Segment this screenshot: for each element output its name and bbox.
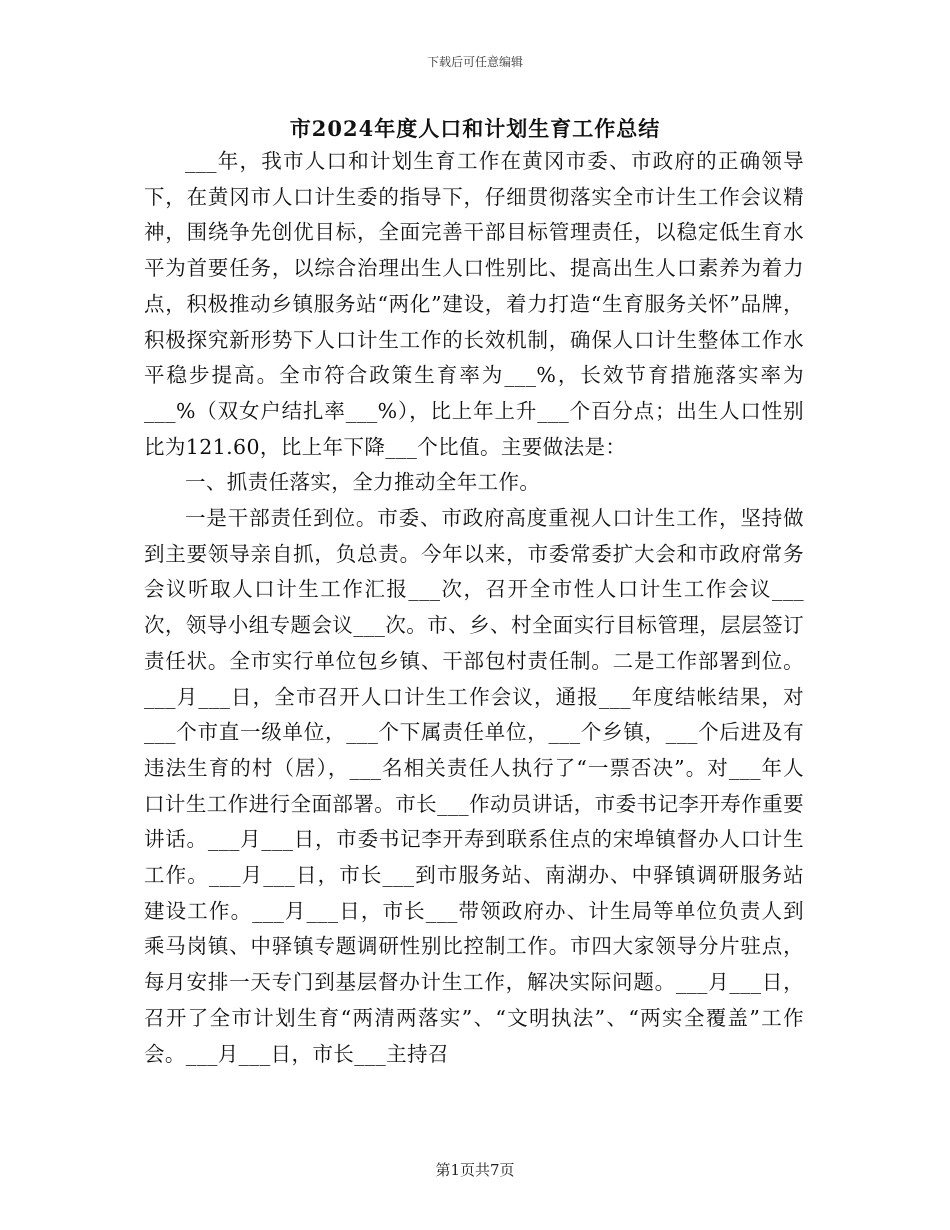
document-title: 市2024年度人口和计划生育工作总结 bbox=[289, 116, 661, 141]
header-note: 下载后可任意编辑 bbox=[426, 55, 523, 69]
document-body bbox=[144, 144, 804, 1072]
paragraph-section-heading: 一、抓责任落实，全力推动全年工作。 bbox=[185, 470, 541, 495]
paragraph-section-body: 一是干部责任到位。市委、市政府高度重视人口计生工作，坚持做到主要领导亲自抓，负总责。今年以来，市委常委扩大会和市政府常务会议听取人口计生工作汇报___次，召开全市性人口计生工作会议___次，领导小组专题会议___次。市、乡、村全面实行目标管理，层层签订责任状。全市实行单位包乡镇、干部包村责任制。二是工作部署到位。___月___日，全市召开人口计生工作会议，通报___年度结帐结果，对___个市直一级单位，___个下属责任单位，___个乡镇，___个后进及有违法生育的村（居），___名相关责任人执行了“一票否决”。对___年人口计生工作进行全面部署。市长___作动员讲话，市委书记李开寿作重要讲话。___月___日，市委书记李开寿到联系住点的宋埠镇督办人口计生工作。___月___日，市长___到市服务站、南湖办、中驿镇调研服务站建设工作。___月___日，市长___带领政府办、计生局等单位负责人到乘马岗镇、中驿镇专题调研性别比控制工作。市四大家领导分片驻点，每月安排一天专门到基层督办计生工作，解决实际问题。___月___日，召开了全市计划生育“两清两落实”、“文明执法”、“两实全覆盖”工作会。___月___日，市长___主持召 bbox=[144, 506, 804, 1066]
page-number-footer: 第1页共7页 bbox=[435, 1161, 515, 1179]
paragraph-intro: ___年，我市人口和计划生育工作在黄冈市委、市政府的正确领导下，在黄冈市人口计生委的指导下，仔细贯彻落实全市计生工作会议精神，围绕争先创优目标，全面完善干部目标管理责任，以稳定低生育水平为首要任务，以综合治理出生人口性别比、提高出生人口素养为着力点，积极推动乡镇服务站“两化”建设，着力打造“生育服务关怀”品牌，积极探究新形势下人口计生工作的长效机制，确保人口计生整体工作水平稳步提高。全市符合政策生育率为___%，长效节育措施落实率为___%（双女户结扎率___%），比上年上升___个百分点；出生人口性别比为121.60，比上年下降___个比值。主要做法是： bbox=[144, 149, 804, 459]
